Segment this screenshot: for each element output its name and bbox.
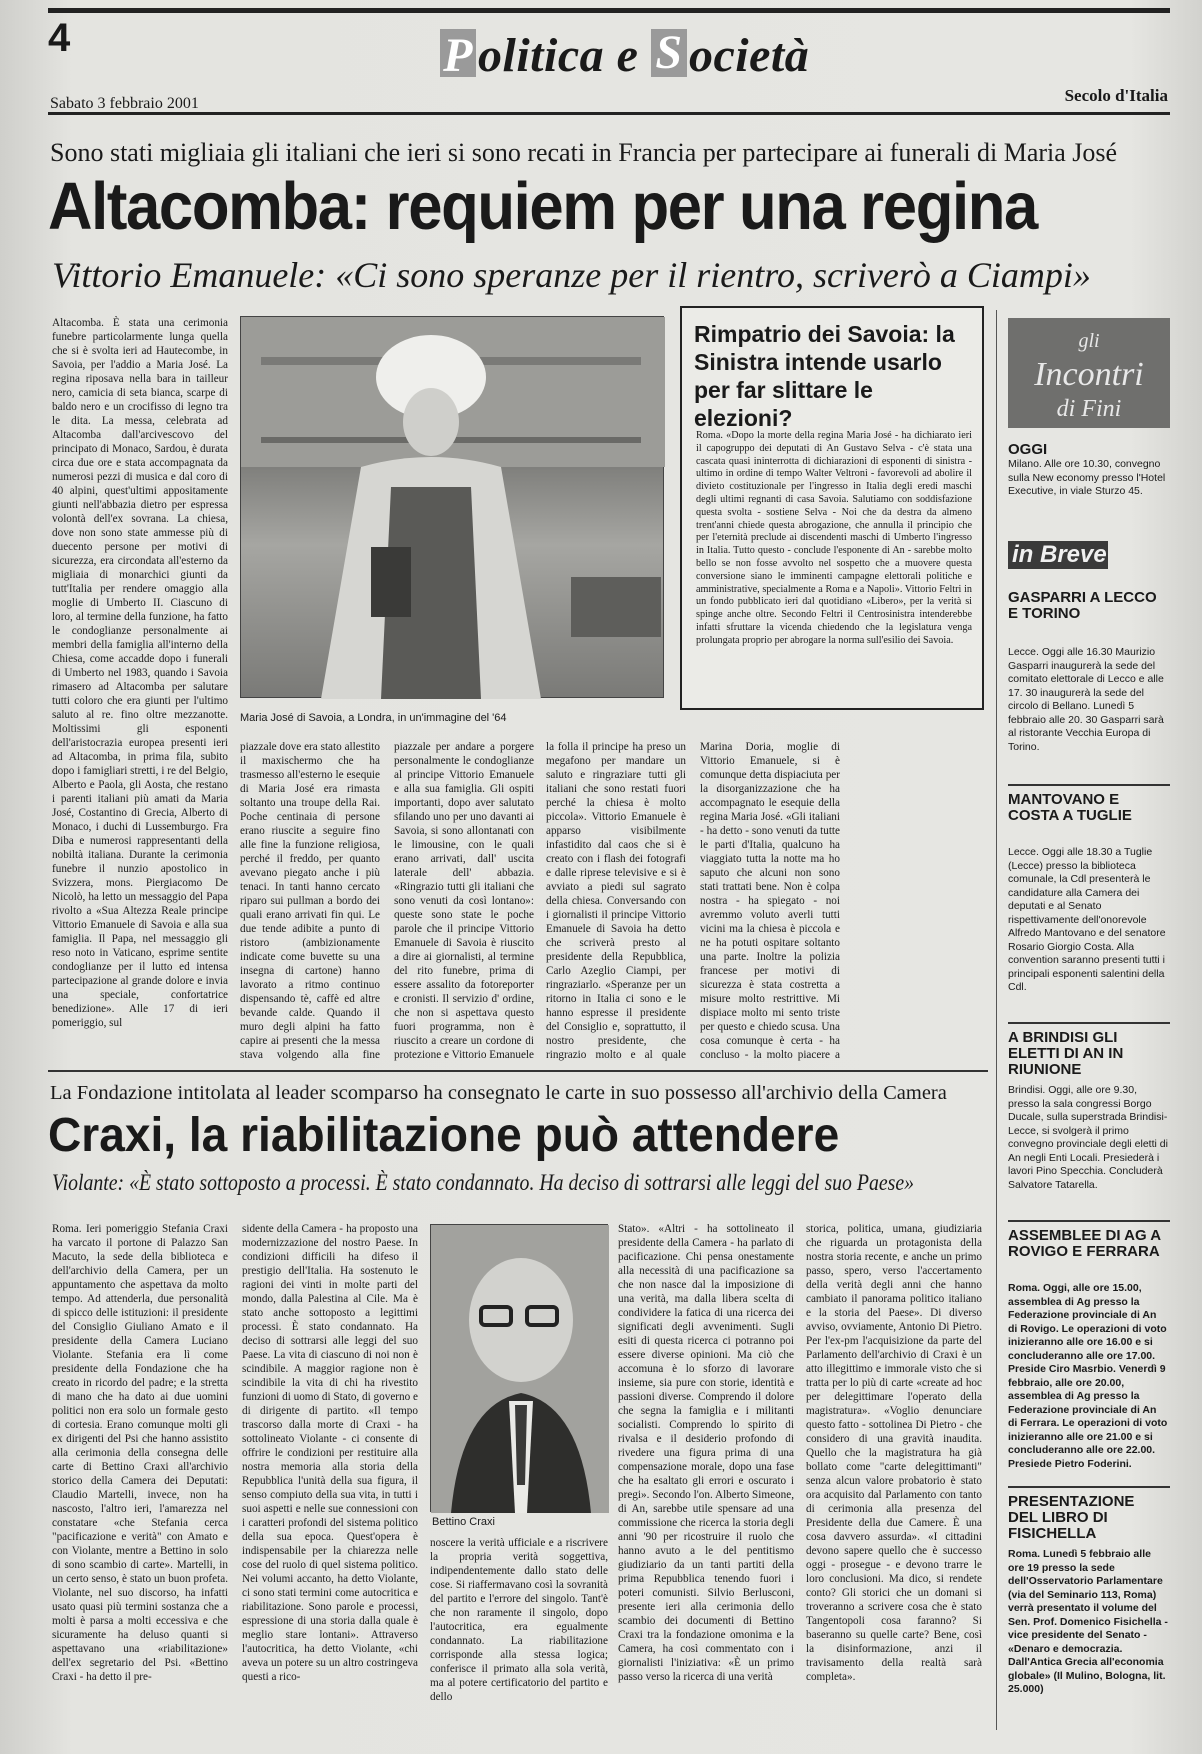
section-initial-2: S [655, 26, 683, 79]
brief-3-heading: A BRINDISI GLI ELETTI DI AN IN RIUNIONE [1008, 1029, 1124, 1078]
section-title [440, 28, 809, 83]
in-breve-tag [1008, 541, 1108, 569]
brief-5-text: Roma. Lunedì 5 febbraio alle ore 19 presso la sede dell'Osservatorio Parlamentare (via del Seminario 113, Roma) verrà presentato il volume del Sen. Prof. Domenico Fisichella - vice presidente del Senato - «Denaro e democrazia. Dall'Antica Grecia all'economia globale» (Il Mulino, Bologna, lit. 25.000) [1008, 1548, 1168, 1695]
box-text: Roma. «Dopo la morte della regina Maria José - ha dichiarato ieri il capogruppo dei deputati di An Gustavo Selva - c'è stata una cascata quasi ininterrotta di dichiarazioni di esponenti di sinistra - ultimo in ordine di tempo Walter Veltroni - favorevoli ad abolire il divieto costituzionale per l'ingresso in Italia degli eredi maschi degli ultimi regnanti di casa Savoia. Salutiamo con soddisfazione questa svolta - sostiene Selva - Noi che da destra da almeno trent'anni chiede questa abrogazione, che annulla il principio che per l'eternità preclude ai discendenti maschi di Umberto l'ingresso in Italia. Tutto questo - conclude l'esponente di An - sarebbe molto bello se non fosse avvolto nel sospetto che a muovere questa conversione siano le imminenti campagne elettorali politiche e amministrative, specialmente a Roma e a Napoli». Vittorio Feltri in un fondo pubblicato ieri dal quotidiano «Libero», per la verità si spinge anche oltre. Secondo Feltri il Centrosinistra intenderebbe infatti sfruttare la vicenda chiedendo che la legislatura venga prolungata proprio per abrogare la norma sull'esilio dei Savoia. [696, 430, 972, 646]
section-initial-1: P [443, 29, 473, 82]
brief-1-text: Lecce. Oggi alle 16.30 Maurizio Gasparri inaugurerà la sede del comitato elettorale di Lecco e alle 17. 30 inaugurerà la sede del circolo di Bellano. Lunedì 5 febbraio alle 20. 30 Gasparri sarà al ristorante Vecchia Europa di Torino. [1008, 646, 1164, 753]
story2-column-5: storica, politica, umana, giudiziaria che riguarda un protagonista della nostra storia recente, e anche un primo passo, spero, verso l'accertamento della verità degli anni che hanno cambiato il panorama politico italiano e la storia del Paese». Di diverso avviso, ovviamente, Antonio Di Pietro. Per l'ex-pm l'acquisizione da parte del Parlamento dell'archivio di Craxi è un atto illegittimo e immorale visto che si tratta per lo più di carte «create ad hoc per delegittimare l'operato della magistratura». «Voglio denunciare questo fatto - sottolinea Di Pietro - che considero di una gravità inaudita. Quello che la magistratura ha già bollato come "carte delegittimanti" senza alcun valore probatorio è stato ora acquisito dal Parlamento con tanto di cerimonia alla presenza del Presidente della due Camere. È una cosa davvero assurda». «I cittadini devono sapere quello che è successo oggi - prosegue - e devono trarre le loro conclusioni. Ma dico, si rendete conto? Gli storici che un domani si troveranno a scrivere cosa che è stato Tangentopoli cosa faranno? Si baseranno su quelle carte? Bene, così la disinformazione, anzi il travisamento della realtà sarà completa». [806, 1223, 982, 1683]
story-divider [48, 1070, 988, 1072]
woman-portrait-illustration [241, 317, 665, 699]
section-initial-block-2 [651, 26, 687, 79]
brief-1-heading: GASPARRI A LECCO E TORINO [1008, 589, 1157, 622]
header-rule [48, 112, 1170, 115]
brief-rule-3 [1008, 1220, 1170, 1222]
oggi-heading: OGGI [1008, 441, 1048, 458]
story2-column-3: noscere la verità ufficiale e a riscrivere la propria verità soggettiva, indipendentemente dallo stato delle cose. Si riaffermavano così la sovranità del partito e l'errore del singolo. Tant'è che non raramente il singolo, dopo l'autocritica, era egualmente condannato. La riabilitazione corrisponde alla stessa logica; conferisce il primato alla sola verità, ma al potere certificatorio del partito e dello [430, 1537, 608, 1703]
story1-headline: Altacomba: requiem per una regina [48, 169, 1037, 244]
page-number: 4 [48, 16, 71, 60]
story1-column-1: Altacomba. È stata una cerimonia funebre particolarmente lunga quella che si è svolta ieri ad Hautecombe, in Savoia, per l'addio a Maria José. La regina riposava nella bara in tailleur nero, camicia di seta bianca, scarpe di baldo nero e un crocifisso di legno tra le dita. La messa, celebrata ad Altacomba dall'arcivescovo del principato di Monaco, Sardou, è durata circa due ore e stata accompagnata da numerosi pezzi di musica e dal coro di 40 alpini, quest'ultimi appositamente giunti nell'abbazia dietro per espressa volontà dell'ex sovrana. La chiesa, dove non sono state ammesse più di duecento persone per motivi di sicurezza, era circondata all'esterno da migliaia di monarchici giunti da tutt'Italia per rendere omaggio alla moglie di Umberto II. Ciascuno di loro, al termine della funzione, ha fatto le condoglianze personalmente ai membri della famiglia all'interno della Chiesa, come accadde dopo i funerali di Umberto nel 1983, quando i Savoia rimasero ad Altacomba per salutare tutti coloro che era giunti per l'ultimo saluto al re. fino oltre mezzanotte. Moltissimi gli esponenti dell'aristocrazia europea presenti ieri ad Altacomba, in prima fila, subito dopo i famigliari stretti, i re del Belgio, Alberto e Paola, gli Aosta, che restano i parenti italiani più amati da Maria José, Costantino di Grecia, Alberto di Monaco, i duchi di Lussemburgo. Fra Diba e numerosi rappresentanti della nobiltà italiana. Durante la cerimonia funebre il nunzio apostolico in Svizzera, mons. Piergiacomo De Nicolò, ha letto un messaggio del Papa rivolto a «Sua Altezza Reale principe Vittorio Emanuele di Savoia e alla sua famiglia. Il Papa, nel messaggio gli reso noto in Vaticano, esprime sentite condoglianze per il lutto ed intensa partecipazione al grande dolore e invia una speciale, confortatrice benedizione». Alle 17 di ieri pomeriggio, sul [52, 317, 228, 1029]
sidebar-rule [996, 310, 997, 1730]
story2-photo-caption: Bettino Craxi [432, 1516, 495, 1528]
section-title-part-2: ocietà [688, 29, 810, 82]
story2-kicker: La Fondazione intitolata al leader scomparso ha consegnato le carte in suo possesso all'archivio della Camera [50, 1082, 947, 1104]
brief-2-heading: MANTOVANO E COSTA A TUGLIE [1008, 791, 1132, 824]
newspaper-name: Secolo d'Italia [1064, 86, 1168, 105]
story2-column-2: sidente della Camera - ha proposto una modernizzazione del nostro Paese. In condizioni difficili ha difeso il prestigio dell'Italia. Ha sostenuto le ragioni dei vinti in molte parti del mondo, dalla Palestina al Cile. Ma è stato anche sottoposto a legittimi processi. È stato condannato. Ha deciso di sottrarsi alle leggi del suo Paese. La vita di ciascuno di noi non è scindibile. A maggior ragione non è scindibile la vita di chi ha rivestito funzioni di uomo di Stato, di governo e di dirigente di partito. «Il tempo trascorso dalla morte di Craxi - ha sottolineato Violante - ci consente di offrire le condizioni per restituire alla nostra memoria alla storia della Repubblica l'unità della sua figura, il senso compiuto della sua vita, in tutti i suoi aspetti e nelle sue connessioni con i caratteri profondi del sistema politico della sua epoca. Quest'opera è indispensabile per la chiarezza nelle cose del ruolo di quel sistema politico. Nei volumi accanto, ha detto Violante, ci sono stati termini come autocritica e riabilitazione. Sono parole e processi, espressione di una storia dalla quale è meglio stare lontani». Attraverso l'autocritica, ha detto Violante, «chi aveva un potere su un altro costringeva questi a rico- [242, 1223, 418, 1683]
brief-rule-4 [1008, 1486, 1170, 1488]
brief-5-heading: PRESENTAZIONE DEL LIBRO DI FISICHELLA [1008, 1493, 1135, 1542]
story1-subhead: Vittorio Emanuele: «Ci sono speranze per il rientro, scriverò a Ciampi» [52, 255, 1091, 295]
story2-column-1: Roma. Ieri pomeriggio Stefania Craxi ha varcato il portone di Palazzo San Macuto, la sede della biblioteca e dell'archivio della Camera, per un appuntamento che aspettava da molto tempo. Ad attenderla, due personalità di spicco delle istituzioni: il presidente del Consiglio Giuliano Amato e il presidente della Camera Luciano Violante. Stefania era lì come presidente della Fondazione che ha creato in ricordo del padre; e la stretta di mano che ha dato ai due uomini politici non era solo un formale gesto di cortesia. Erano comunque molti gli ex dirigenti del Psi che hanno assistito alla cerimonia della consegna delle carte di Bettino Craxi all'archivio storico della Camera dei Deputati: Claudio Martelli, invece, non ha nascosto, l'altro ieri, l'amarezza nel constatare «che Stefania cerca "pacificazione e verità" con Amato e con Violante, mentre a Bettino in solo di sono scambio di carte». Martelli, in un certo senso, è stato un buon profeta. Violante, nel suo discorso, ha infatti usato quasi più termini sostanza che a molti è parsa a molti eccessiva e che sicuramente ha deluso quanti si aspettavano una «riabilitazione» dell'ex segretario del Psi. «Bettino Craxi - ha detto il pre- [52, 1223, 228, 1683]
section-title-part-1: olitica e [478, 29, 651, 82]
oggi-text: Milano. Alle ore 10.30, convegno sulla New economy presso l'Hotel Executive, in viale Sturzo 45. [1008, 458, 1166, 497]
story2-subhead: Violante: «È stato sottoposto a processi. È stato condannato. Ha deciso di sottrarsi alle leggi del suo Paese» [52, 1170, 915, 1195]
issue-date: Sabato 3 febbraio 2001 [50, 95, 199, 112]
story2-column-4: Stato». «Altri - ha sottolineato il presidente della Camera - ha parlato di pacificazione. Chi pensa onestamente alla necessità di una pacificazione sa che non nasce dal la imposizione di una verità, ma dalla libera scelta di condividere la fatica di una ricerca dei significati degli avvenimenti. Sugli esiti di questa ricerca ci potranno poi essere diverse opinioni. Ma ciò che accomuna è lo sforzo di lavorare insieme, sia pure con storie, identità e passioni diverse. Comprendo il dolore che segna la famiglia e i militanti socialisti. Comprendo lo spirito di rivalsa e il desiderio profondo di rivedere una figura prima di una compensazione morale, dopo una fase che ha esaltato gli errori e oscurato i pregi». Secondo l'on. Alberto Simeone, di An, sarebbe utile spensare ad una commissione che ricerca la storia degli anni '90 per ricostruire il ruolo che hanno avuto a le del pentitismo giudiziario da un tanti partiti della prima Repubblica tenendo fuori i poteri comunisti. Silvio Berlusconi, presente ieri alla cerimonia dello scambio dei documenti di Bettino Craxi tra la fondazione omonima e la Camera, ha così commentato con i giornalisti l'iniziativa: «È un primo passo verso la ricerca di una verità [618, 1223, 794, 1683]
incontri-di-fini-banner [1008, 318, 1170, 428]
incontri-line-2: Incontri [1034, 356, 1144, 393]
story1-photo-caption: Maria José di Savoia, a Londra, in un'immagine del '64 [240, 712, 507, 724]
brief-3-text: Brindisi. Oggi, alle ore 9.30, presso la sala congressi Borgo Ducale, sulla superstrada Brindisi-Lecce, si svolgerà il primo convegno provinciale degli eletti di An negli Enti Locali. Presiederà i lavori Pino Specchia. Concluderà Salvatore Tatarella. [1008, 1084, 1168, 1191]
brief-rule-1 [1008, 784, 1170, 786]
brief-rule-2 [1008, 1022, 1170, 1024]
story1-photo [240, 316, 664, 698]
brief-2-text: Lecce. Oggi alle 18.30 a Tuglie (Lecce) presso la biblioteca comunale, la Cdl presenterà le candidature alla Camera dei deputati e al Senato rispettivamente dell'onorevole Alfredo Mantovano e del senatore Rosario Giorgio Costa. Alla convention saranno presenti tutti i principali esponenti salentini della Cdl. [1008, 846, 1166, 993]
story1-column-3: piazzale per andare a porgere personalmente le condoglianze al principe Vittorio Emanuele e alla sua famiglia. Gli ospiti importanti, dopo aver salutato sfilando uno per uno davanti ai Savoia, si sono allontanati con le limousine, con le quali erano arrivati, dall' uscita laterale dell' abbazia. «Ringrazio tutti gli italiani che sono venuti da così lontano»: queste sono state le poche parole che il principe Vittorio Emanuele di Savoia è riuscito a dire ai giornalisti, al termine del rito funebre, prima di essere assalito da fotoreporter e cronisti. Il servizio d' ordine, che non si aspettava questo fuori programma, non è riuscito a creare un cordone di protezione e Vittorio Emanuele [394, 741, 534, 1061]
sidebar-box-rimpatrio [680, 306, 984, 710]
story1-column-2: piazzale dove era stato allestito il maxischermo che ha trasmesso all'esterno le esequie di Maria José era rimasta soltanto una troupe della Rai. Poche centinaia di persone erano riuscite a seguire fino alle fine la funzione religiosa, perché il freddo, per quanto avevano piegato anche i più tenaci. In tanti hanno cercato riparo sui pullman a bordo dei quali erano arrivati fin qui. Le due tende adibite a punto di ristoro (ambizionamente indicate come buvette su una insegna di cartone) hanno lavorato a ritmo continuo dispensando tè, caffè ed altre bevande calde. Quando il muro degli alpini ha fatto capire ai presenti che la messa stava volgendo alla fine [240, 741, 380, 1061]
story1-column-4: la folla il principe ha preso un megafono per mandare un saluto e ringraziare tutti gli italiani che sono restati fuori perché la chiesa è molto piccola». Vittorio Emanuele è apparso visibilmente infastidito dal caos che si è creato con i flash dei fotografi e dalle riprese televisive e si è avviato a piedi sul sagrato della chiesa. Conversando con i giornalisti il principe Vittorio Emanuele di Savoia ha detto che scriverà presto al presidente della Repubblica, Carlo Azeglio Ciampi, per ringraziarlo. «Speranze per un ritorno in Italia ci sono e le hanno espresse il presidente del Consiglio e, soprattutto, il nostro presidente, che ringrazio molto e al quale [546, 741, 686, 1061]
story1-column-5: Marina Doria, moglie di Vittorio Emanuele, si è comunque detta dispiaciuta per la disorganizzazione che ha accompagnato le esequie della regina Maria José. «Gli italiani - ha detto - sono venuti da tutte le parti d'Italia, qualcuno ha viaggiato tutta la notte ma ho saputo che alcuni non sono stati trattati bene. Non è colpa nostra - ha spiegato - noi avremmo voluto averli tutti vicini ma la chiesa è piccola e ne ha potuti ospitare soltanto una parte. Inoltre la polizia francese per motivi di sicurezza è stata costretta a misure molto restrittive. Mi dispiace molto mi sento triste per questo e chiedo scusa. Una cosa comunque è certa - ha concluso - la molto piacere a [700, 741, 840, 1061]
man-portrait-illustration [431, 1225, 609, 1513]
story2-headline: Craxi, la riabilitazione può attendere [48, 1109, 840, 1162]
incontri-line-1: gli [1078, 330, 1100, 352]
incontri-line-3: di Fini [1056, 396, 1122, 422]
top-rule [48, 8, 1170, 13]
in-breve-part-2: Breve [1040, 541, 1107, 568]
brief-4-text: Roma. Oggi, alle ore 15.00, assemblea di Ag presso la Federazione provinciale di An di Rovigo. Le operazioni di voto inizieranno alle ore 16.00 e si concluderanno alle ore 17.00. Preside Ciro Masrbio. Venerdì 9 febbraio, alle ore 20.00, assemblea di Ag presso la Federazione provinciale di An di Ferrara. Le operazioni di voto inizieranno alle ore 21.00 e si concluderanno alle ore 22.00. Presiede Pietro Foderini. [1008, 1282, 1168, 1470]
brief-4-heading: ASSEMBLEE DI AG A ROVIGO E FERRARA [1008, 1227, 1161, 1260]
story2-photo [430, 1224, 608, 1512]
in-breve-part-1: in [1012, 541, 1040, 568]
box-headline: Rimpatrio dei Savoia: la Sinistra intende usarlo per far slittare le elezioni? [694, 321, 955, 431]
story1-kicker: Sono stati migliaia gli italiani che ieri si sono recati in Francia per partecipare ai funerali di Maria José [50, 138, 1118, 167]
